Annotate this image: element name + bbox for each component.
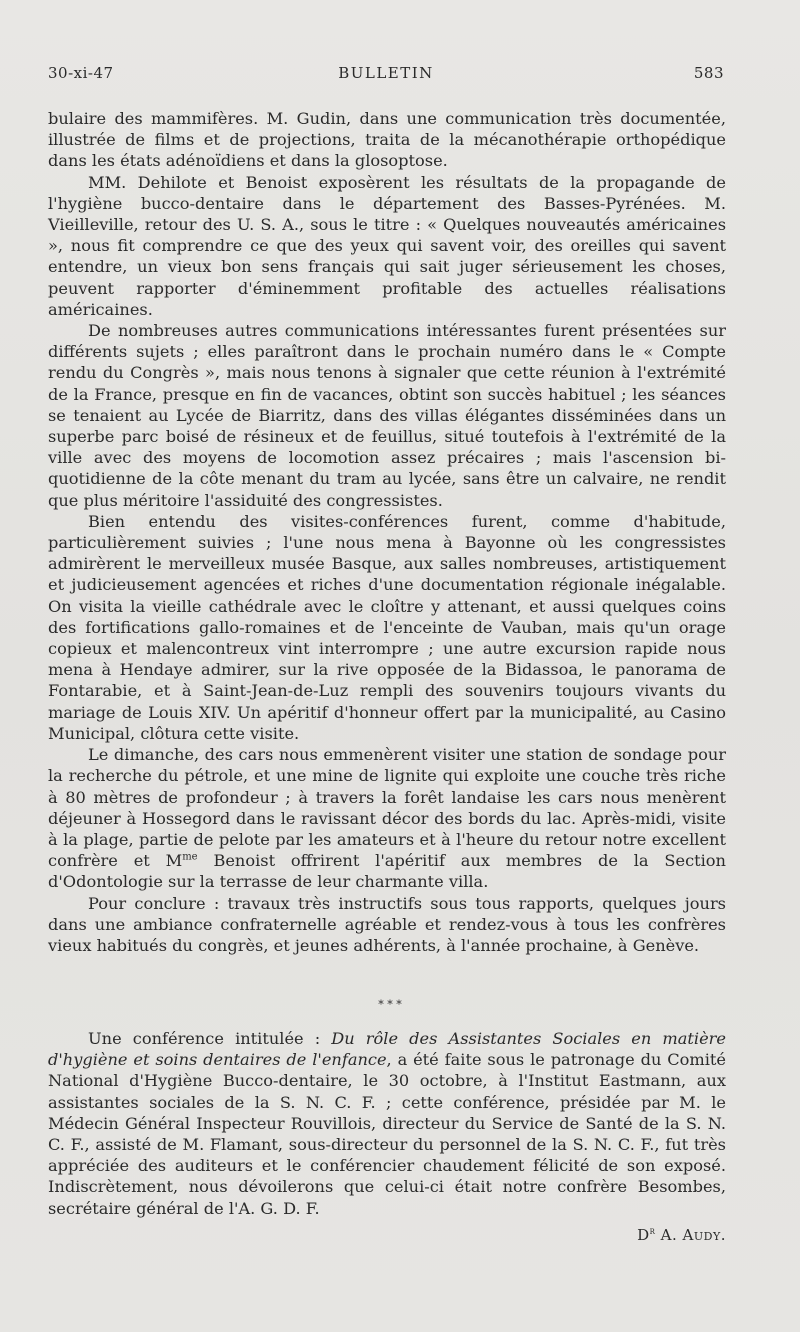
conference-title: Du rôle des Assistantes Sociales en matière d'hygiène et soins dentaires de l'enfance bbox=[48, 1029, 726, 1070]
author-signature bbox=[637, 1226, 726, 1244]
conference-paragraph bbox=[48, 1028, 726, 1219]
conference-notice bbox=[48, 1028, 726, 1219]
conference-intro: Une conférence intitulée : bbox=[88, 1029, 332, 1048]
paragraph-5-continuation: Benoist offrirent l'apéritif aux membres de la Section d'Odontologie sur la terrasse de leur charmante villa. bbox=[48, 851, 726, 892]
paragraph-1: bulaire des mammifères. M. Gudin, dans une communication très documentée, illustrée de films et de projections, traita de la mécanothérapie orthopédique dans les états adénoïdiens et dans la glosoptose. bbox=[48, 109, 726, 171]
conference-text: , a été faite sous le patronage du Comité National d'Hygiène Bucco-dentaire, le 30 octobre, à l'Institut Eastmann, aux assistantes sociales de la S. N. C. F. ; cette conférence, présidée par M. le Médecin Général Inspecteur Rouvillois, directeur du Service de Santé de la S. N. C. F., assisté de M. Flamant, sous-directeur du personnel de la S. N. C. F., fut très appréciée des auditeurs et le conférencier chaudement félicité de son exposé. Indiscrètement, nous dévoilerons que celui-ci était notre confrère Besombes, secrétaire général de l'A. G. D. F. bbox=[48, 1050, 726, 1218]
running-header bbox=[48, 64, 724, 86]
paragraph-6: Pour conclure : travaux très instructifs sous tous rapports, quelques jours dans une ambiance confraternelle agréable et rendez-vous à tous les confrères vieux habitués du congrès, et jeunes adhérents, à l'année prochaine, à Genève. bbox=[48, 893, 726, 955]
paragraph-3: De nombreuses autres communications intéressantes furent présentées sur différents sujets ; elles paraîtront dans le prochain numéro dans le « Compte rendu du Congrès », mais nous tenons à signaler que cette réunion à l'extrémité de la France, presque en fin de vacances, obtint son succès habituel ; les séances se tenaient au Lycée de Biarritz, dans des villas élégantes disséminées dans un superbe parc boisé de résineux et de feuillus, situé toutefois à l'extrémité de la ville avec des moyens de locomotion assez précaires ; mais l'ascension bi-quotidienne de la côte menant du tram au lycée, sans être un calvaire, ne rendit que plus méritoire l'assiduité des congressistes. bbox=[48, 321, 726, 510]
header-date: 30-xi-47 bbox=[48, 64, 114, 82]
paragraph-5 bbox=[48, 744, 726, 892]
signature-name: A. Audy. bbox=[655, 1226, 726, 1244]
signature-title-superscript: r bbox=[649, 1226, 656, 1237]
separator-asterisks: * * * bbox=[378, 998, 402, 1011]
article-body bbox=[48, 108, 726, 956]
page-number: 583 bbox=[693, 64, 724, 82]
signature-title: D bbox=[637, 1226, 650, 1244]
header-title: BULLETIN bbox=[338, 64, 434, 82]
paragraph-2: MM. Dehilote et Benoist exposèrent les résultats de la propagande de l'hygiène bucco-dentaire dans le département des Basses-Pyrénées. M. Vieilleville, retour des U. S. A., sous le titre : « Quelques nouveautés américaines », nous fit comprendre ce que des yeux qui savent voir, des oreilles qui savent entendre, un vieux bon sens français qui sait juger sérieusement les choses, peuvent rapporter d'éminemment profitable des actuelles réalisations américaines. bbox=[48, 172, 726, 319]
paragraph-4: Bien entendu des visites-conférences furent, comme d'habitude, particulièrement suivies ; l'une nous mena à Bayonne où les congressistes admirèrent le merveilleux musée Basque, aux salles nombreuses, artistiquement et judicieusement agencées et riches d'une documentation régionale inégalable. On visita la vieille cathédrale avec le cloître y attenant, et aussi quelques coins des fortifications gallo-romaines et de l'enceinte de Vauban, mais qu'un orage copieux et malencontreux vint interrompre ; une autre excursion rapide nous mena à Hendaye admirer, sur la rive opposée de la Bidassoa, le panorama de Fontarabie, et à Saint-Jean-de-Luz rempli des souvenirs toujours vivants du mariage de Louis XIV. Un apéritif d'honneur offert par la municipalité, au Casino Municipal, clôtura cette visite. bbox=[48, 511, 726, 743]
paragraph-5-superscript: me bbox=[182, 851, 198, 863]
section-separator bbox=[370, 1000, 410, 1010]
paragraph-5-text: Le dimanche, des cars nous emmenèrent visiter une station de sondage pour la recherche du pétrole, et une mine de lignite qui exploite une couche très riche à 80 mètres de profondeur ; à travers la forêt landaise les cars nous menèrent déjeuner à Hossegord dans le ravissant décor des bords du lac. Après-midi, visite à la plage, partie de pelote par les amateurs et à l'heure du retour notre excellent confrère et M bbox=[48, 745, 726, 871]
